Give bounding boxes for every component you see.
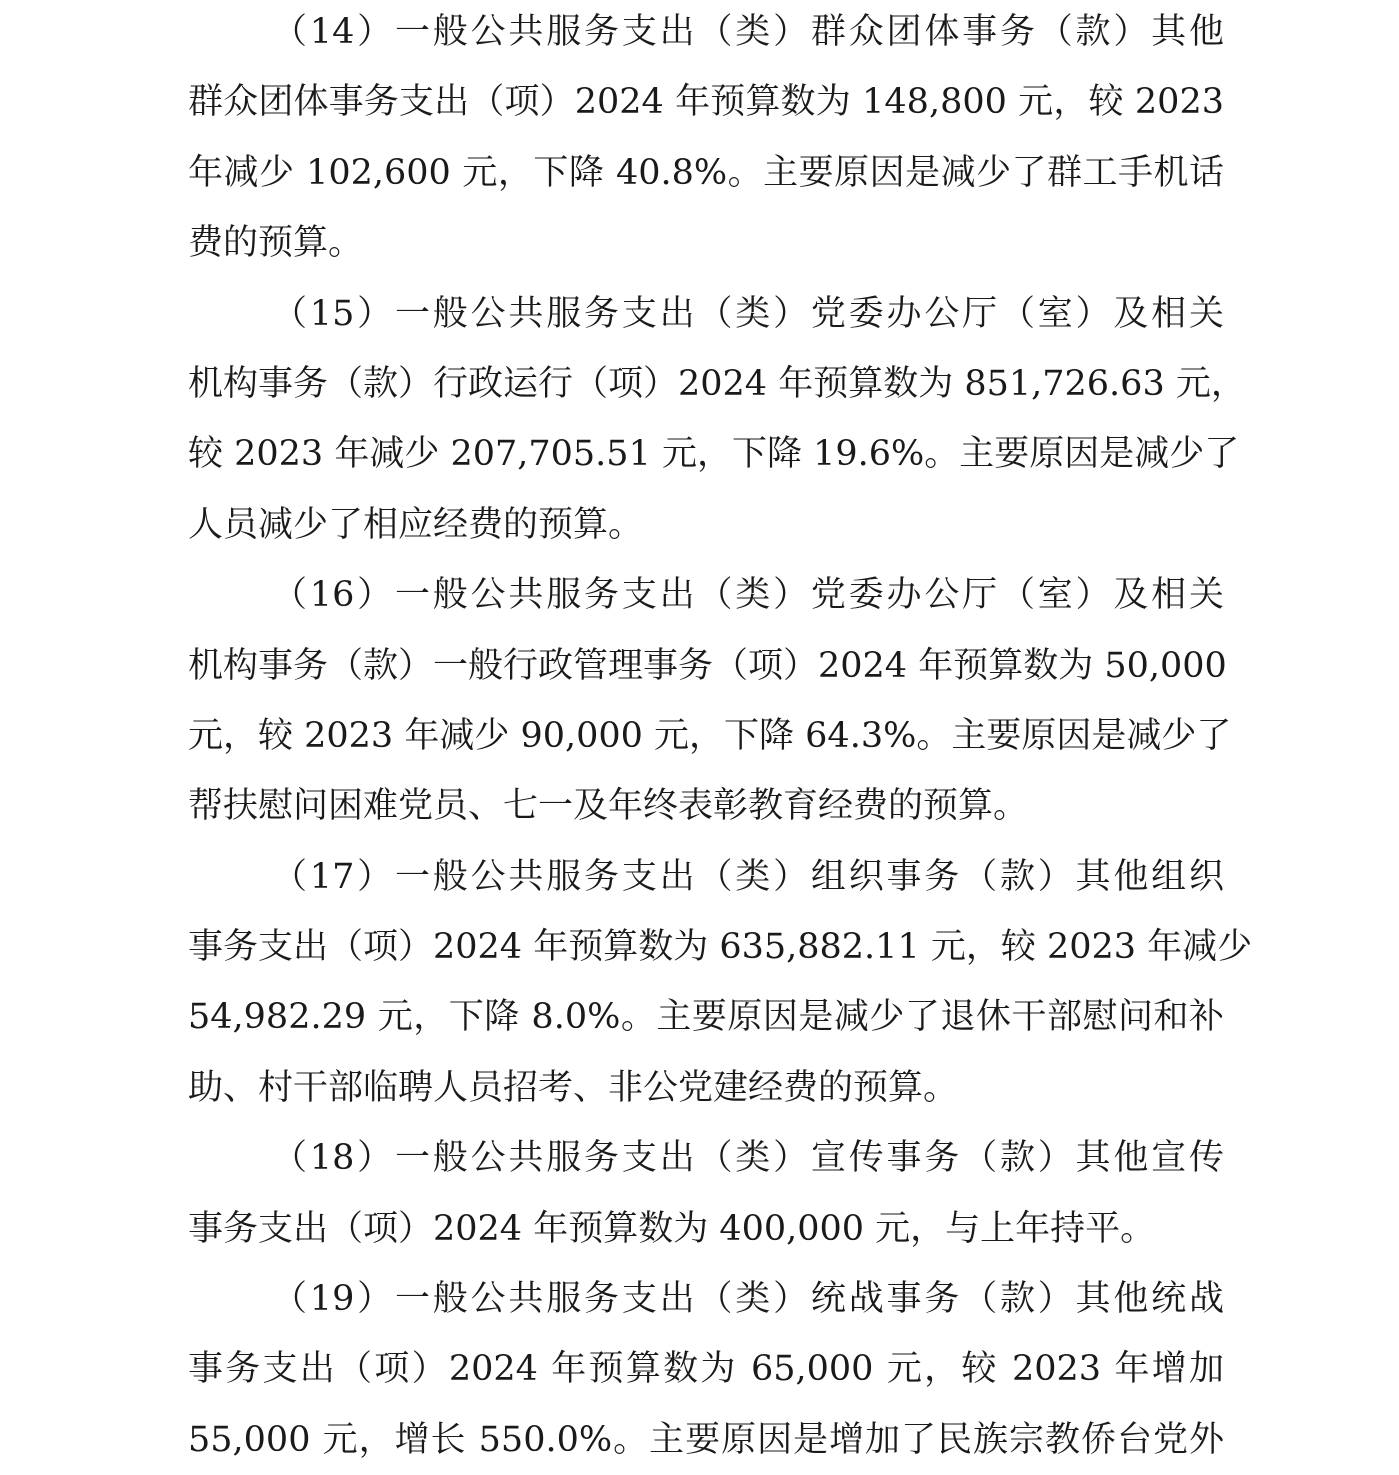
paragraph-line: 元，较 2023 年减少 90,000 元，下降 64.3%。主要原因是减少了: [188, 715, 1232, 756]
paragraph-line: 较 2023 年减少 207,705.51 元，下降 19.6%。主要原因是减少了: [188, 434, 1240, 475]
paragraph-line: 助、村干部临聘人员招考、非公党建经费的预算。: [188, 1067, 959, 1108]
paragraph-17: [188, 842, 1253, 1124]
paragraph-line: 事务支出（项）2024 年预算数为 635,882.11 元，较 2023 年减少: [188, 927, 1253, 968]
paragraph-line: 55,000 元，增长 550.0%。主要原因是增加了民族宗教侨台党外: [188, 1419, 1224, 1460]
paragraph-line: 人员减少了相应经费的预算。: [188, 504, 644, 545]
paragraph-line: 机构事务（款）一般行政管理事务（项）2024 年预算数为 50,000: [188, 645, 1227, 686]
paragraph-line: （14）一般公共服务支出（类）群众团体事务（款）其他: [272, 12, 1224, 52]
paragraph-line: （16）一般公共服务支出（类）党委办公厅（室）及相关: [272, 575, 1224, 616]
paragraph-line: 群众团体事务支出（项）2024 年预算数为 148,800 元，较 2023: [188, 82, 1224, 123]
paragraph-line: 机构事务（款）行政运行（项）2024 年预算数为 851,726.63 元，: [188, 363, 1246, 404]
paragraph-line: （19）一般公共服务支出（类）统战事务（款）其他统战: [272, 1279, 1224, 1320]
paragraph-19: [188, 1264, 1224, 1475]
paragraph-line: 事务支出（项）2024 年预算数为 400,000 元，与上年持平。: [188, 1208, 1156, 1249]
paragraph-line: 事务支出（项）2024 年预算数为 65,000 元，较 2023 年增加: [188, 1349, 1224, 1390]
paragraph-line: 费的预算。: [188, 223, 364, 264]
document-page: [188, 0, 1253, 1475]
paragraph-18: [188, 1123, 1224, 1264]
paragraph-line: 54,982.29 元，下降 8.0%。主要原因是减少了退休干部慰问和补: [188, 997, 1224, 1038]
paragraph-16: [188, 560, 1232, 842]
paragraph-line: 帮扶慰问困难党员、七一及年终表彰教育经费的预算。: [188, 786, 1029, 827]
paragraph-15: [188, 279, 1246, 561]
paragraph-line: （17）一般公共服务支出（类）组织事务（款）其他组织: [272, 856, 1224, 897]
paragraph-14: [188, 0, 1224, 279]
paragraph-line: （18）一般公共服务支出（类）宣传事务（款）其他宣传: [272, 1138, 1224, 1179]
paragraph-line: （15）一般公共服务支出（类）党委办公厅（室）及相关: [272, 293, 1224, 334]
paragraph-line: 年减少 102,600 元，下降 40.8%。主要原因是减少了群工手机话: [188, 152, 1224, 193]
